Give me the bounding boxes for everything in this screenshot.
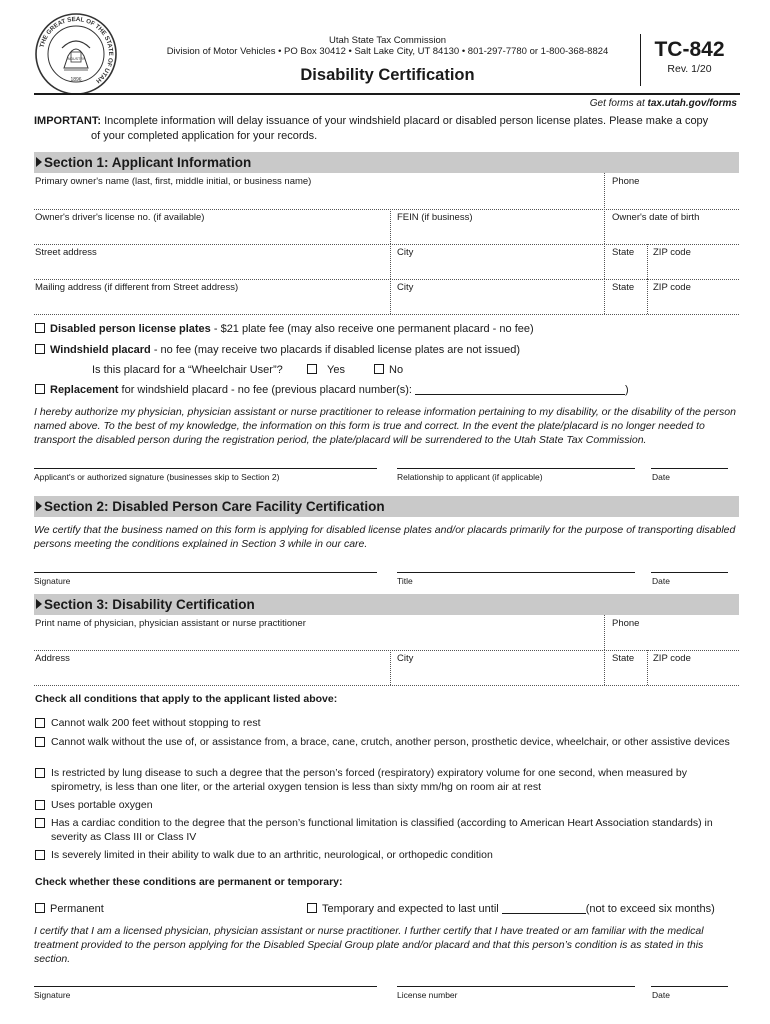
phone-field[interactable]: Phone bbox=[612, 176, 640, 187]
agency-address: Division of Motor Vehicles • PO Box 30412 • Salt Lake City, UT 84130 • 801-297-7780 or 1-800-368-8824 bbox=[166, 46, 609, 57]
date-label: Date bbox=[652, 472, 670, 482]
section2-header bbox=[34, 496, 739, 517]
checkbox[interactable] bbox=[35, 800, 45, 810]
license-no-field[interactable]: Owner's driver's license no. (if available) bbox=[35, 212, 205, 223]
physician-state-field[interactable]: State bbox=[612, 653, 635, 664]
option-label-bold: Replacement bbox=[50, 384, 119, 396]
temporary-end-date-input[interactable] bbox=[502, 913, 586, 914]
mailing-zip-field[interactable]: ZIP code bbox=[653, 282, 691, 293]
checkbox[interactable] bbox=[35, 323, 45, 333]
checkbox[interactable] bbox=[35, 737, 45, 747]
field-divider bbox=[604, 650, 605, 685]
option-label-bold: Windshield placard bbox=[50, 344, 151, 356]
conditions-heading: Check all conditions that apply to the applicant listed above: bbox=[35, 693, 338, 705]
duration-heading: Check whether these conditions are permanent or temporary: bbox=[35, 876, 343, 888]
option-label: for windshield placard - no fee (previous placard number(s): bbox=[118, 384, 416, 396]
field-divider bbox=[604, 244, 605, 279]
form-number-box bbox=[640, 34, 738, 86]
section1-header bbox=[34, 152, 739, 173]
field-divider bbox=[604, 173, 605, 208]
facility-statement: We certify that the business named on this form is applying for disabled license plates and/or placards primarily for the purpose of transporting disabled persons meeting the conditions explained in Section 3 while in our care. bbox=[34, 524, 736, 550]
yes-label: Yes bbox=[327, 364, 345, 376]
row-divider bbox=[34, 650, 739, 651]
zip-field[interactable]: ZIP code bbox=[653, 247, 691, 258]
condition-label: Cannot walk 200 feet without stopping to rest bbox=[51, 717, 261, 729]
field-divider bbox=[390, 279, 391, 314]
temporary-note: (not to exceed six months) bbox=[585, 903, 715, 915]
condition-label: Cannot walk without the use of, or assistance from, a brace, cane, crutch, another person, prosthetic device, wheelchair, or other assistive devices bbox=[51, 736, 730, 748]
field-divider bbox=[647, 650, 648, 685]
relationship-label: Relationship to applicant (if applicable) bbox=[397, 472, 543, 482]
row-divider bbox=[34, 244, 739, 245]
date-label: Date bbox=[652, 990, 670, 1000]
checkbox[interactable] bbox=[35, 344, 45, 354]
row-divider bbox=[34, 279, 739, 280]
checkbox[interactable] bbox=[35, 850, 45, 860]
state-seal bbox=[34, 12, 118, 96]
agency-name: Utah State Tax Commission bbox=[328, 35, 447, 46]
section2-title: Section 2: Disabled Person Care Facility Certification bbox=[44, 499, 385, 514]
row-divider bbox=[34, 209, 739, 210]
temporary-label: Temporary and expected to last until bbox=[322, 903, 502, 915]
permanent-label: Permanent bbox=[50, 903, 104, 915]
temporary-option[interactable] bbox=[307, 902, 715, 916]
important-notice bbox=[34, 114, 739, 143]
facility-signature-label: Signature bbox=[34, 576, 71, 586]
important-line2: of your completed application for your records. bbox=[91, 129, 318, 142]
field-divider bbox=[390, 650, 391, 685]
mailing-city-field[interactable]: City bbox=[397, 282, 414, 293]
seal-year: 1896 bbox=[70, 77, 82, 83]
section1-title: Section 1: Applicant Information bbox=[44, 155, 252, 170]
street-address-field[interactable]: Street address bbox=[35, 247, 97, 258]
checkbox[interactable] bbox=[35, 903, 45, 913]
page-title: Disability Certification bbox=[300, 66, 475, 84]
get-forms-prefix: Get forms at bbox=[589, 98, 648, 109]
get-forms-note bbox=[590, 98, 737, 109]
field-divider bbox=[647, 279, 648, 314]
physician-name-field[interactable]: Print name of physician, physician assistant or nurse practitioner bbox=[35, 618, 306, 629]
title-line[interactable] bbox=[397, 572, 635, 573]
physician-city-field[interactable]: City bbox=[397, 653, 414, 664]
form-number: TC-842 bbox=[654, 38, 725, 61]
seal-center-text: INDUSTRY bbox=[66, 57, 86, 61]
fein-field[interactable]: FEIN (if business) bbox=[397, 212, 473, 223]
checkbox[interactable] bbox=[35, 718, 45, 728]
option-windshield-placard[interactable] bbox=[35, 343, 520, 357]
date-line[interactable] bbox=[651, 572, 728, 573]
option-label: - $21 plate fee (may also receive one permanent placard - no fee) bbox=[210, 323, 534, 335]
section3-title: Section 3: Disability Certification bbox=[44, 597, 255, 612]
checkbox[interactable] bbox=[307, 364, 317, 374]
license-number-label: License number bbox=[397, 990, 458, 1000]
important-label: IMPORTANT: bbox=[34, 115, 102, 127]
wheelchair-no[interactable] bbox=[374, 363, 403, 377]
certification-text: I certify that I am a licensed physician, physician assistant or nurse practitioner. I further certify that I have treated or am familiar with the medical treatment provided to the person applying for the Disabled Special Group plate and/or placard and that this person’s condition is as stated in this section. bbox=[34, 925, 704, 965]
checkbox[interactable] bbox=[307, 903, 317, 913]
physician-zip-field[interactable]: ZIP code bbox=[653, 653, 691, 664]
field-divider bbox=[390, 244, 391, 279]
checkbox[interactable] bbox=[35, 818, 45, 828]
state-field[interactable]: State bbox=[612, 247, 635, 258]
city-field[interactable]: City bbox=[397, 247, 414, 258]
option-replacement[interactable] bbox=[35, 383, 629, 397]
condition-label: Has a cardiac condition to the degree that the person’s functional limitation is classified (according to American Heart Association standards) in severity as Class III or Class IV bbox=[51, 817, 713, 843]
row-divider bbox=[34, 314, 739, 315]
title-label: Title bbox=[397, 576, 413, 586]
close-paren: ) bbox=[625, 384, 629, 396]
physician-phone-field[interactable]: Phone bbox=[612, 618, 640, 629]
relationship-line[interactable] bbox=[397, 468, 635, 469]
condition-label: Is restricted by lung disease to such a degree that the person’s forced (respiratory) expiratory volume for one second, when measured by spirometry, is less than one liter, or the arterial oxygen tension is less than sixty mm/hg on room air at rest bbox=[51, 767, 687, 793]
option-label-bold: Disabled person license plates bbox=[50, 323, 211, 335]
authorization-text: I hereby authorize my physician, physician assistant or nurse practitioner to release information pertaining to my disability, or the disability of the person named above. To the best of my knowledge, the information on this form is true and correct. In the event the plate/placard is no longer needed to transport the disabled person during the registration period, the plate/placard will be surrendered to the Utah State Tax Commission. bbox=[34, 406, 736, 446]
dob-field[interactable]: Owner's date of birth bbox=[612, 212, 700, 223]
signature-line[interactable] bbox=[34, 986, 377, 987]
no-label: No bbox=[389, 364, 404, 376]
mailing-address-field[interactable]: Mailing address (if different from Street address) bbox=[35, 282, 239, 293]
checkbox[interactable] bbox=[35, 384, 45, 394]
get-forms-link[interactable]: tax.utah.gov/forms bbox=[647, 98, 737, 109]
option-label: - no fee (may receive two placards if disabled license plates are not issued) bbox=[150, 344, 521, 356]
owner-name-field[interactable]: Primary owner's name (last, first, middle initial, or business name) bbox=[35, 176, 312, 187]
row-divider bbox=[34, 685, 739, 686]
mailing-state-field[interactable]: State bbox=[612, 282, 635, 293]
field-divider bbox=[604, 209, 605, 244]
form-revision: Rev. 1/20 bbox=[667, 63, 712, 75]
signature-line[interactable] bbox=[34, 572, 377, 573]
physician-address-field[interactable]: Address bbox=[35, 653, 70, 664]
checkbox[interactable] bbox=[374, 364, 384, 374]
applicant-signature-label: Applicant's or authorized signature (businesses skip to Section 2) bbox=[34, 472, 280, 482]
field-divider bbox=[647, 244, 648, 279]
physician-signature-label: Signature bbox=[34, 990, 71, 1000]
section-arrow-icon bbox=[36, 599, 42, 609]
section-arrow-icon bbox=[36, 501, 42, 511]
placard-number-input[interactable] bbox=[415, 394, 625, 395]
field-divider bbox=[604, 615, 605, 650]
condition-label: Uses portable oxygen bbox=[51, 799, 153, 811]
seal-ring-text: THE GREAT SEAL OF THE STATE OF UTAH bbox=[38, 15, 115, 85]
license-number-line[interactable] bbox=[397, 986, 635, 987]
header-rule bbox=[34, 93, 740, 95]
signature-line[interactable] bbox=[34, 468, 377, 469]
checkbox[interactable] bbox=[35, 768, 45, 778]
field-divider bbox=[390, 209, 391, 244]
section3-header bbox=[34, 594, 739, 615]
condition-label: Is severely limited in their ability to walk due to an arthritic, neurological, or orthopedic condition bbox=[51, 849, 493, 861]
option-license-plates[interactable] bbox=[35, 322, 534, 336]
date-line[interactable] bbox=[651, 986, 728, 987]
section-arrow-icon bbox=[36, 157, 42, 167]
permanent-option[interactable] bbox=[35, 902, 104, 916]
date-line[interactable] bbox=[651, 468, 728, 469]
wheelchair-question: Is this placard for a “Wheelchair User”? bbox=[92, 364, 283, 376]
wheelchair-yes[interactable] bbox=[307, 363, 345, 377]
important-line1: Incomplete information will delay issuance of your windshield placard or disabled person license plates. Please make a copy bbox=[101, 115, 709, 127]
field-divider bbox=[604, 279, 605, 314]
date-label: Date bbox=[652, 576, 670, 586]
